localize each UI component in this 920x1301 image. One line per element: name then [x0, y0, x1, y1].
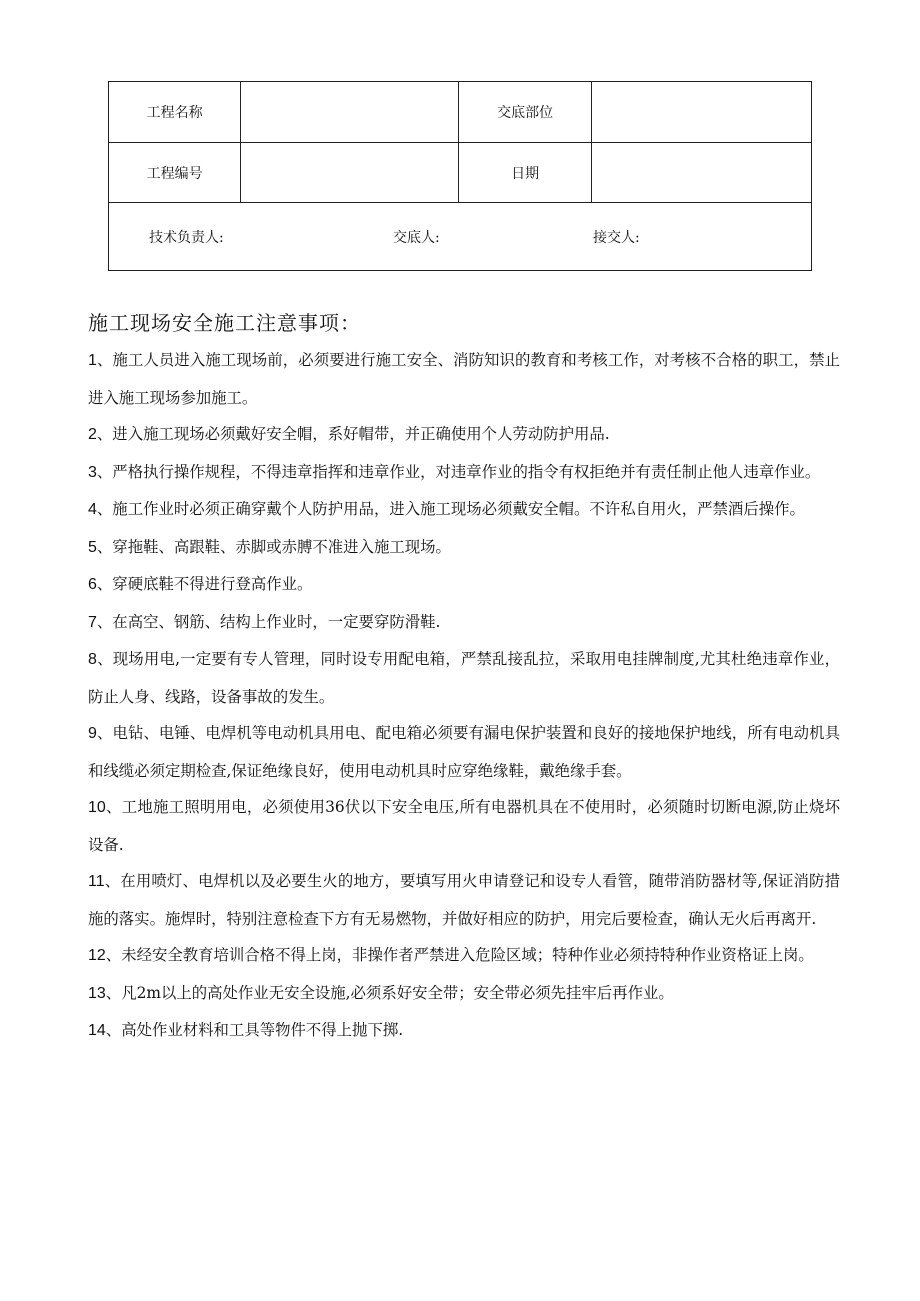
note-text: 、在高空、钢筋、结构上作业时，一定要穿防滑鞋. [96, 612, 441, 631]
disclosure-part-label: 交底部位 [459, 82, 591, 143]
notes-list [88, 342, 840, 1050]
note-number: 5 [88, 538, 97, 556]
note-text: 、凡2m以上的高处作业无安全设施,必须系好安全带；安全带必须先挂牢后再作业。 [105, 983, 674, 1002]
note-item [88, 342, 840, 416]
date-label: 日期 [459, 143, 591, 203]
note-item [88, 937, 840, 975]
note-number: 10 [88, 799, 106, 816]
note-item [88, 454, 840, 492]
note-item [88, 789, 840, 863]
note-number: 2 [88, 426, 97, 443]
note-item [88, 491, 840, 529]
note-text: 、电钻、电锤、电焊机等电动机具用电、配电箱必须要有漏电保护装置和良好的接地保护地线，所有电动机具和线缆必须定期检查,保证绝缘良好，使用电动机具时应穿绝缘鞋，戴绝缘手套。 [88, 724, 840, 780]
signature-row [109, 203, 812, 271]
note-item [88, 604, 840, 642]
note-text: 、高处作业材料和工具等物件不得上抛下掷. [105, 1021, 404, 1039]
project-name-label: 工程名称 [109, 82, 241, 143]
note-item [88, 715, 840, 789]
note-item [88, 641, 840, 715]
note-item [88, 529, 840, 567]
note-item [88, 863, 840, 937]
disclosed-by-label: 交底人: [393, 229, 440, 246]
note-item [88, 975, 840, 1013]
received-by-label: 接交人: [593, 229, 640, 246]
note-text: 、施工作业时必须正确穿戴个人防护用品，进入施工现场必须戴安全帽。不许私自用火，严禁酒后操作。 [96, 500, 805, 518]
note-text: 、施工人员进入施工现场前，必须要进行施工安全、消防知识的教育和考核工作，对考核不合格的职工，禁止进入施工现场参加施工。 [88, 351, 840, 407]
note-text: 、未经安全教育培训合格不得上岗，非操作者严禁进入危险区域；特种作业必须持特种作业资格证上岗。 [105, 946, 814, 964]
project-number-value [241, 143, 459, 203]
tech-lead-label: 技术负责人: [149, 229, 224, 246]
note-item [88, 566, 840, 604]
note-item [88, 416, 840, 454]
note-text: 、现场用电,一定要有专人管理，同时设专用配电箱，严禁乱接乱拉，采取用电挂牌制度,尤其杜绝违章作业，防止人身、线路，设备事故的发生。 [88, 650, 840, 706]
note-number: 1 [88, 352, 97, 369]
note-number: 12 [88, 947, 106, 964]
note-number: 13 [88, 984, 106, 1002]
project-number-label: 工程编号 [109, 143, 241, 203]
note-text: 、严格执行操作规程，不得违章指挥和违章作业，对违章作业的指令有权拒绝并有责任制止他人违章作业。 [96, 462, 821, 481]
note-text: 、穿硬底鞋不得进行登高作业。 [96, 575, 313, 593]
project-name-value [241, 82, 459, 143]
notes-title: 施工现场安全施工注意事项： [88, 311, 361, 335]
note-text: 、进入施工现场必须戴好安全帽，系好帽带，并正确使用个人劳动防护用品. [96, 425, 610, 443]
note-item [88, 1012, 840, 1050]
note-number: 11 [88, 873, 105, 890]
note-text: 、工地施工照明用电，必须使用36伏以下安全电压,所有电器机具在不使用时，必须随时切断电源,防止烧坏设备. [88, 798, 840, 854]
disclosure-part-value [591, 82, 811, 143]
note-number: 8 [88, 651, 97, 668]
note-number: 3 [88, 463, 97, 481]
note-number: 7 [88, 613, 97, 631]
note-number: 4 [88, 501, 97, 518]
note-number: 6 [88, 576, 97, 593]
note-number: 9 [88, 725, 97, 742]
note-text: 、穿拖鞋、高跟鞋、赤脚或赤膊不准进入施工现场。 [96, 537, 451, 556]
note-number: 14 [88, 1022, 106, 1039]
date-value [591, 143, 811, 203]
note-text: 、在用喷灯、电焊机以及必要生火的地方，要填写用火申请登记和设专人看管，随带消防器材等,保证消防措施的落实。施焊时，特别注意检查下方有无易燃物，并做好相应的防护，用完后要检查，确认无火后再离开. [88, 872, 840, 928]
disclosure-header-table [108, 81, 812, 271]
